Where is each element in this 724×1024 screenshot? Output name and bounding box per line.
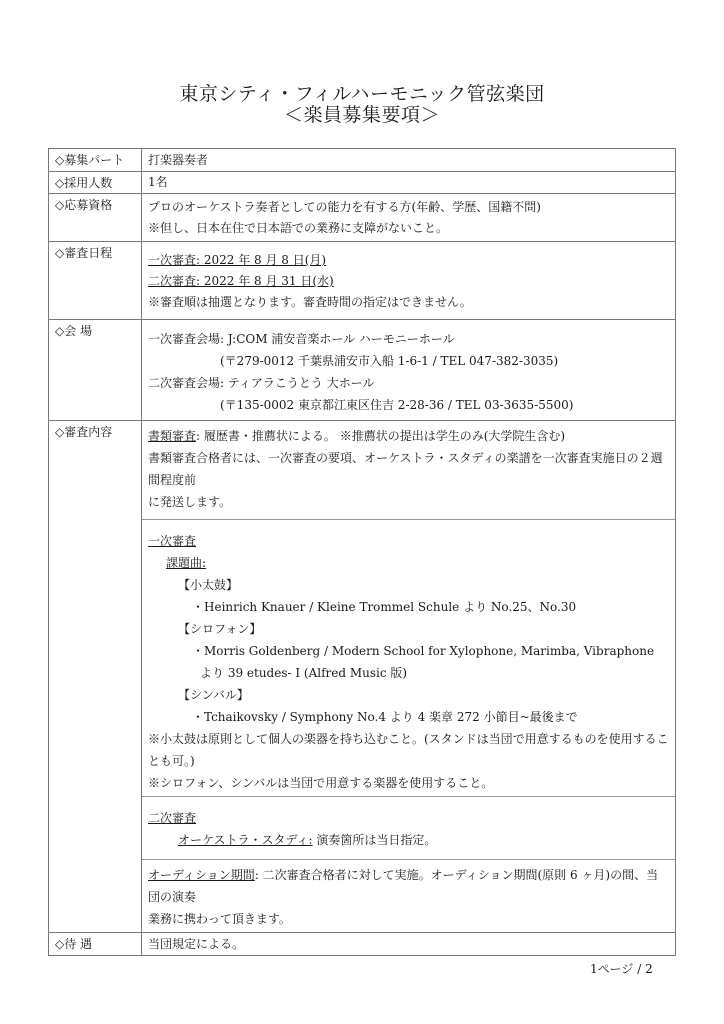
label-schedule: ◇審査日程 [49, 242, 142, 320]
table-row [49, 933, 676, 956]
document-title: 東京シティ・フィルハーモニック管弦楽団 [179, 83, 545, 105]
label-treatment: ◇待 遇 [49, 933, 142, 956]
value-treatment: 当団規定による。 [148, 937, 245, 951]
doc-screening-heading: 書類審査 [148, 429, 197, 443]
value-part: 打楽器奏者 [148, 153, 209, 167]
table-row [49, 421, 676, 933]
snare-label: 【小太鼓】 [178, 578, 239, 592]
cymbal-piece: ・Tchaikovsky / Symphony No.4 より 4 楽章 272 小節目~最後まで [192, 710, 578, 724]
page-number: 1ページ / 2 [590, 962, 653, 976]
snare-piece: ・Heinrich Knauer / Kleine Trommel Schule より No.25、No.30 [192, 600, 577, 614]
instrument-note-1: ※小太鼓は原則として個人の楽器を持ち込むこと。(スタンドは当団で用意するものを使用することも可。) [148, 732, 669, 768]
xylophone-piece-2: より 39 etudes- I (Alfred Music 版) [200, 666, 408, 680]
second-screening-heading: 二次審査 [148, 811, 197, 825]
audition-period-text: : 二次審査合格者に対して実施。オーディション期間(原則 6 ヶ月)の間、当団の演奏 [148, 868, 659, 904]
doc-screening-text: : 履歴書・推薦状による。 ※推薦状の提出は学生のみ(大学院生含む) [196, 429, 566, 443]
label-count: ◇採用人数 [49, 172, 142, 194]
audition-period [148, 864, 669, 908]
first-venue-address: (〒279-0012 千葉県浦安市入船 1-6-1 / TEL 047-382-3035) [220, 354, 559, 368]
table-row [49, 172, 676, 194]
schedule-first: 一次審査: 2022 年 8 月 8 日(月) [148, 253, 327, 267]
eligibility-line2: ※但し、日本在住で日本語での業務に支障がないこと。 [148, 221, 449, 235]
audition-period-line2: 業務に携わって頂きます。 [148, 912, 291, 926]
second-venue-address: (〒135-0002 東京都江東区住吉 2-28-36 / TEL 03-3635-5500) [220, 398, 574, 412]
orchestra-study [148, 829, 669, 851]
schedule-second: 二次審査: 2022 年 8 月 31 日(水) [148, 274, 334, 288]
label-content: ◇審査内容 [49, 421, 142, 933]
table-row [49, 149, 676, 172]
xylophone-label: 【シロフォン】 [178, 622, 262, 636]
schedule-note: ※審査順は抽選となります。審査時間の指定はできません。 [148, 295, 472, 309]
table-row [49, 242, 676, 320]
label-part: ◇募集パート [49, 149, 142, 172]
value-count: 1名 [148, 175, 168, 189]
table-row [49, 194, 676, 242]
first-venue: 一次審査会場: J:COM 浦安音楽ホール ハーモニーホール [148, 332, 455, 346]
xylophone-piece: ・Morris Goldenberg / Modern School for Xylophone, Marimba, Vibraphone [192, 644, 655, 658]
instrument-note-2: ※シロフォン、シンバルは当団で用意する楽器を使用すること。 [148, 776, 494, 790]
label-eligibility: ◇応募資格 [49, 194, 142, 242]
doc-screening-line2: 書類審査合格者には、一次審査の要項、オーケストラ・スタディの楽譜を一次審査実施日の２週間程度前 [148, 451, 663, 487]
audition-period-heading: オーディション期間 [148, 868, 255, 882]
table-row [49, 320, 676, 421]
orchestra-study-text: 演奏箇所は当日指定。 [312, 833, 437, 847]
label-venue: ◇会 場 [49, 320, 142, 421]
doc-screening-line3: に発送します。 [148, 495, 232, 509]
first-screening-heading: 一次審査 [148, 534, 197, 548]
document-screening [148, 425, 669, 447]
cymbal-label: 【シンバル】 [178, 688, 249, 702]
eligibility-line1: プロのオーケストラ奏者としての能力を有する方(年齢、学歴、国籍不問) [148, 200, 541, 214]
recruitment-table [48, 148, 676, 956]
second-venue: 二次審査会場: ティアラこうとう 大ホール [148, 376, 375, 390]
document-subtitle: ＜楽員募集要項＞ [283, 104, 440, 126]
orchestra-study-label: オーケストラ・スタディ: [178, 833, 313, 847]
pieces-label: 課題曲: [166, 556, 207, 570]
